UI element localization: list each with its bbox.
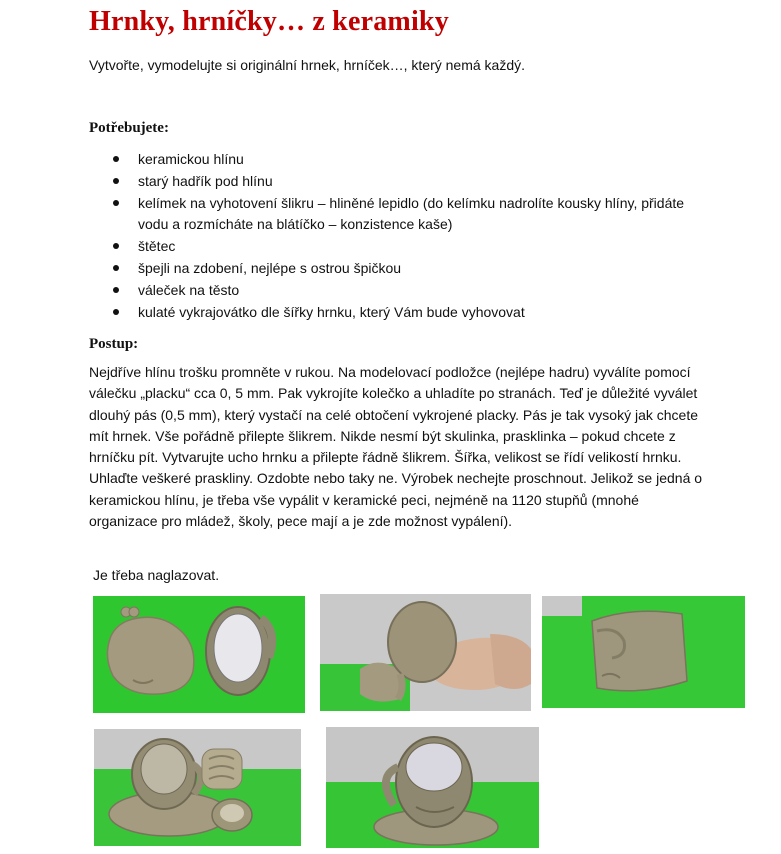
- photo-finished-mug: [326, 727, 539, 848]
- list-item: keramickou hlínu: [113, 149, 693, 170]
- needs-heading: Potřebujete:: [89, 120, 169, 136]
- list-item: kulaté vykrajovátko dle šířky hrnku, který Vám bude vyhovovat: [113, 302, 693, 323]
- page-title: Hrnky, hrníčky… z keramiky: [89, 6, 449, 37]
- intro-text: Vytvořte, vymodelujte si originální hrnek, hrníček…, který nemá každý.: [89, 57, 525, 73]
- needs-list: [113, 149, 693, 324]
- list-item: špejli na zdobení, nejlépe s ostrou špičkou: [113, 258, 693, 279]
- photo-mug-closeup: [542, 596, 745, 708]
- list-item: štětec: [113, 236, 693, 257]
- procedure-text: Nejdříve hlínu trošku promněte v rukou. Na modelovací podložce (nejlépe hadru) vyválíte pomocí válečku „placku“ cca 0, 5 mm. Pak vykrojíte kolečko a uhladíte po stranách. Teď je důležité vyválet dlouhý pás (0,5 mm), který vystačí na celé obtočení vykrojené placky. Pás je tak vysoký jak chcete mít hrnek. Vše pořádně přilepte šlikrem. Nikde nesmí být skulinka, prasklinka – pokud chcete z hrníčku pít. Vytvarujte ucho hrnku a přilepte řádně šlikrem. Šířka, velikost se řídí velikostí hrnku. Uhlaďte veškeré praskliny. Ozdobte nebo taky ne. Výrobek nechejte proschnout. Jelikož se jedná o keramickou hlínu, je třeba vše vypálit v keramické peci, nejméně na 1120 stupňů (mnohé organizace pro mládež, školy, pece mají a je zde možnost vypálení).: [89, 364, 703, 530]
- list-item: starý hadřík pod hlínu: [113, 171, 693, 192]
- final-note: Je třeba naglazovat.: [93, 567, 220, 583]
- procedure-heading: Postup:: [89, 336, 139, 352]
- photo-hand-holding-mug: [320, 594, 531, 711]
- photo-clay-base-and-mug: [93, 596, 305, 713]
- list-item: kelímek na vyhotovení šlikru – hliněné lepidlo (do kelímku nadrolíte kousky hlíny, přidáte vodu a rozmícháte na blátíčko – konzistence kaše): [113, 193, 693, 235]
- list-item: váleček na těsto: [113, 280, 693, 301]
- photo-mug-with-plate: [94, 729, 301, 846]
